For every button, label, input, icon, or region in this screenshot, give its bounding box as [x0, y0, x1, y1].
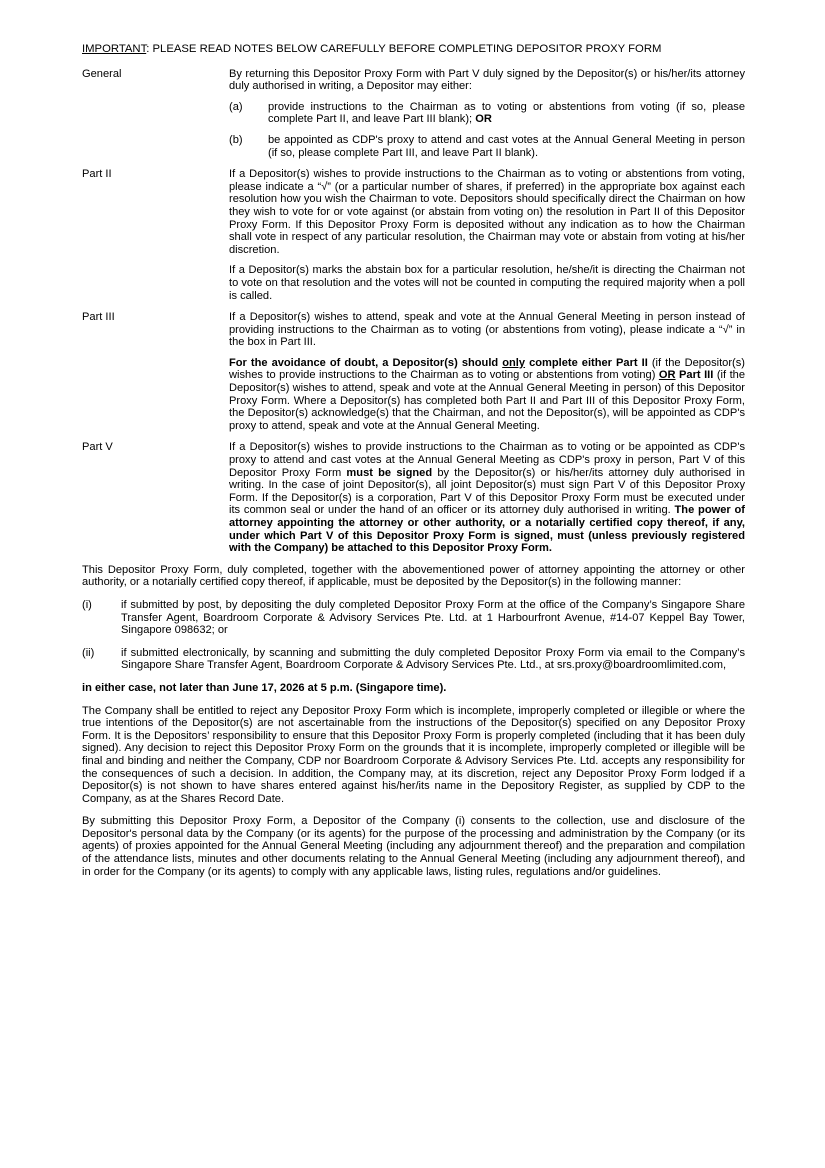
option-a	[229, 101, 745, 126]
heading-text: : PLEASE READ NOTES BELOW CAREFULLY BEFORE COMPLETING DEPOSITOR PROXY FORM	[146, 43, 662, 55]
part-iii-para-2: For the avoidance of doubt, a Depositor(s) should only complete either Part II (if the Depositor(s) wishes to provide instructions to the Chairman as to voting or abstentions from voting) OR Part III (if the Depositor(s) wishes to attend, speak and vote at the Annual General Meeting in person) of this Depositor Proxy Form. Where a Depositor(s) has completed both Part II and Part III of this Depositor Proxy Form, the Depositor(s) acknowledge(s) that the Chairman, and not the Depositor(s), will be appointed as CDP's proxy to attend, speak and vote at the Annual General Meeting.	[229, 356, 745, 432]
list-item	[82, 599, 745, 637]
option-b-text: be appointed as CDP's proxy to attend and cast votes at the Annual General Meeting in person (if so, please complete Part III, and leave Part II blank).	[268, 133, 745, 159]
notes-heading	[82, 43, 745, 56]
section-label: Part V	[82, 441, 113, 454]
part-ii-para-1: If a Depositor(s) wishes to provide instructions to the Chairman as to voting or abstentions from voting, please indicate a “√” (or a particular number of shares, if preferred) in the appropriate box against each resolution how you wish the Chairman to vote. Depositors should specifically direct the Chairman on how they wish to vote for or vote against (or abstain from voting on) the resolution in Part II of this Depositor Proxy Form. If this Depositor Proxy Form is deposited without any indication as to how the Chairman shall vote in respect of any particular resolution, the Chairman may vote or abstain from voting at his/her discretion.	[229, 168, 745, 256]
section-general	[82, 68, 745, 160]
part-v-para: If a Depositor(s) wishes to provide instructions to the Chairman as to voting or be appointed as CDP's proxy to attend and cast votes at the Annual General Meeting as CDP's proxy in person, Part V of this Depositor Proxy Form must be signed by the Depositor(s) or his/her/its attorney duly authorised in writing. In the case of joint Depositor(s), all joint Depositor(s) must sign Part V of this Depositor Proxy Form. If the Depositor(s) is a corporation, Part V of this Depositor Proxy Form must be executed under its common seal or under the hand of an officer or its attorney duly authorised in writing. The power of attorney appointing the attorney or other authority, or a notarially certified copy thereof, if any, under which Part V of this Depositor Proxy Form is signed, must (unless previously registered with the Company) be attached to this Depositor Proxy Form.	[229, 441, 745, 555]
list-item	[82, 647, 745, 672]
option-a-text: provide instructions to the Chairman as to voting or abstentions from voting (if so, please complete Part II, and leave Part III blank);	[268, 100, 745, 126]
section-part-iii	[82, 311, 745, 432]
section-label: Part III	[82, 311, 115, 324]
list-marker: (ii)	[82, 646, 95, 659]
rejection-paragraph: The Company shall be entitled to reject any Depositor Proxy Form which is incomplete, improperly completed or illegible or where the true intentions of the Depositor(s) are not ascertainable from the instructions of the Depositor(s) specified on any Depositor Proxy Form. It is the Depositors’ responsibility to ensure that this Depositor Proxy Form is properly completed (including that it has been duly signed). Any decision to reject this Depositor Proxy Form on the grounds that it is incomplete, improperly completed or illegible will be final and binding and neither the Company, CDP nor Boardroom Corporate & Advisory Services Pte. Ltd. accepts any responsibility for the consequences of such a decision. In addition, the Company may, at its discretion, reject any Depositor Proxy Form lodged if a Depositor(s) is not shown to have shares entered against his/her/its name in the Depository Register, as supplied by CDP to the Company, as at the Shares Record Date.	[82, 704, 745, 805]
proxy-form-notes	[82, 43, 745, 888]
deadline: in either case, not later than June 17, 2026 at 5 p.m. (Singapore time).	[82, 681, 447, 694]
option-b	[229, 134, 745, 159]
section-part-v	[82, 441, 745, 554]
deposit-intro: This Depositor Proxy Form, duly completed, together with the abovementioned power of attorney appointing the attorney or other authority, or a notarially certified copy thereof, if applicable, must be deposited by the Depositor(s) in the following manner:	[82, 563, 745, 589]
option-a-or: OR	[475, 113, 492, 126]
section-label: Part II	[82, 168, 112, 181]
part-iii-para-1: If a Depositor(s) wishes to attend, speak and vote at the Annual General Meeting in person instead of providing instructions to the Chairman as to voting (or abstentions from voting), please indicate a “√” in the box in Part III.	[229, 311, 745, 349]
list-item-text: if submitted electronically, by scanning and submitting the duly completed Depositor Proxy Form via email to the Company’s Singapore Share Transfer Agent, Boardroom Corporate & Advisory Services Pte. Ltd., at srs.proxy@boardroomlimited.com,	[121, 646, 745, 672]
list-item-text: if submitted by post, by depositing the duly completed Depositor Proxy Form at the office of the Company’s Singapore Share Transfer Agent, Boardroom Corporate & Advisory Services Pte. Ltd. at 1 Harbourfront Avenue, #14-07 Keppel Bay Tower, Singapore 098632; or	[121, 598, 745, 637]
consent-paragraph: By submitting this Depositor Proxy Form, a Depositor of the Company (i) consents to the collection, use and disclosure of the Depositor's personal data by the Company (or its agents) for the purpose of the processing and administration by the Company (or its agents) of proxies appointed for the Annual General Meeting (including any adjournment thereof) and the preparation and compilation of the attendance lists, minutes and other documents relating to the Annual General Meeting (including any adjournment thereof), and in order for the Company (or its agents) to comply with any applicable laws, listing rules, regulations and/or guidelines.	[82, 815, 745, 878]
part-ii-para-2: If a Depositor(s) marks the abstain box for a particular resolution, he/she/it is directing the Chairman not to vote on that resolution and the votes will not be counted in computing the required majority when a poll is called.	[229, 264, 745, 302]
option-marker: (a)	[229, 100, 243, 113]
option-marker: (b)	[229, 133, 243, 146]
section-part-ii	[82, 168, 745, 302]
general-intro: By returning this Depositor Proxy Form with Part V duly signed by the Depositor(s) or his/her/its attorney duly authorised in writing, a Depositor may either:	[229, 67, 745, 93]
list-marker: (i)	[82, 598, 92, 611]
section-label: General	[82, 67, 122, 80]
important-label: IMPORTANT	[82, 43, 147, 55]
